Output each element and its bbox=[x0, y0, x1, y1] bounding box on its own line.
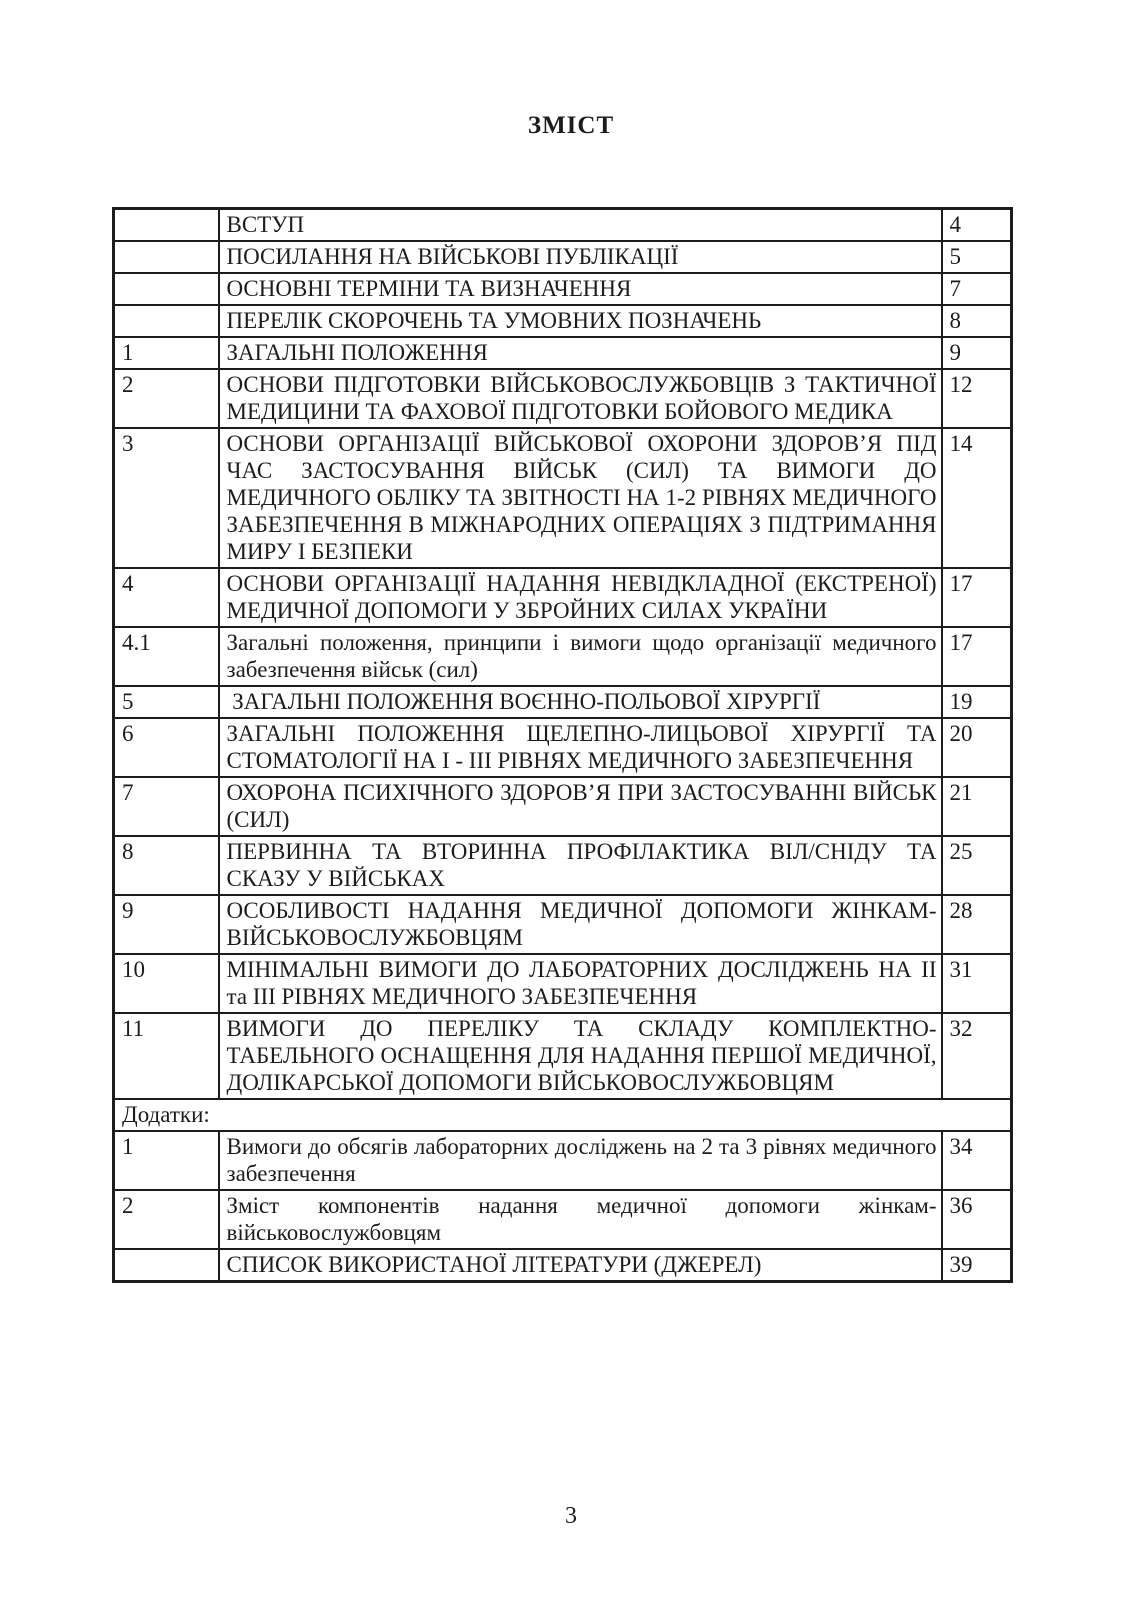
table-row bbox=[114, 241, 1012, 273]
toc-row-number: 8 bbox=[114, 836, 219, 895]
table-row bbox=[114, 1249, 1012, 1282]
toc-row-number bbox=[114, 241, 219, 273]
toc-row-page: 12 bbox=[942, 369, 1012, 428]
toc-row-title: ВИМОГИ ДО ПЕРЕЛІКУ ТА СКЛАДУ КОМПЛЕКТНО-ТАБЕЛЬНОГО ОСНАЩЕННЯ ДЛЯ НАДАННЯ ПЕРШОЇ МЕДИЧНОЇ, ДОЛІКАРСЬКОЇ ДОПОМОГИ ВІЙСЬКОВОСЛУЖБОВЦЯМ bbox=[219, 1013, 942, 1099]
toc-row-title: ПОСИЛАННЯ НА ВІЙСЬКОВІ ПУБЛІКАЦІЇ bbox=[219, 241, 942, 273]
toc-row-title: СПИСОК ВИКОРИСТАНОЇ ЛІТЕРАТУРИ (ДЖЕРЕЛ) bbox=[219, 1249, 942, 1282]
toc-table bbox=[112, 207, 1013, 1283]
toc-row-number bbox=[114, 1249, 219, 1282]
toc-section-label: Додатки: bbox=[114, 1099, 1012, 1131]
table-row bbox=[114, 1131, 1012, 1190]
toc-row-page: 8 bbox=[942, 305, 1012, 337]
table-row bbox=[114, 686, 1012, 718]
table-row bbox=[114, 305, 1012, 337]
toc-row-page: 20 bbox=[942, 718, 1012, 777]
table-row bbox=[114, 568, 1012, 627]
toc-row-page: 14 bbox=[942, 428, 1012, 568]
table-row bbox=[114, 836, 1012, 895]
table-row bbox=[114, 428, 1012, 568]
toc-row-title: ПЕРЕЛІК СКОРОЧЕНЬ ТА УМОВНИХ ПОЗНАЧЕНЬ bbox=[219, 305, 942, 337]
toc-row-title: ОСОБЛИВОСТІ НАДАННЯ МЕДИЧНОЇ ДОПОМОГИ ЖІНКАМ-ВІЙСЬКОВОСЛУЖБОВЦЯМ bbox=[219, 895, 942, 954]
toc-row-number: 7 bbox=[114, 777, 219, 836]
toc-row-number bbox=[114, 209, 219, 242]
toc-row-number: 11 bbox=[114, 1013, 219, 1099]
table-row bbox=[114, 273, 1012, 305]
table-row bbox=[114, 777, 1012, 836]
table-row bbox=[114, 337, 1012, 369]
toc-row-page: 4 bbox=[942, 209, 1012, 242]
toc-row-number bbox=[114, 305, 219, 337]
toc-row-number: 2 bbox=[114, 369, 219, 428]
toc-row-title: Зміст компонентів надання медичної допомоги жінкам-військовослужбовцям bbox=[219, 1190, 942, 1249]
table-row bbox=[114, 895, 1012, 954]
toc-row-number: 1 bbox=[114, 337, 219, 369]
toc-row-title: ЗАГАЛЬНІ ПОЛОЖЕННЯ ЩЕЛЕПНО-ЛИЦЬОВОЇ ХІРУРГІЇ ТА СТОМАТОЛОГІЇ НА І - ІІІ РІВНЯХ МЕДИЧНОГО ЗАБЕЗПЕЧЕННЯ bbox=[219, 718, 942, 777]
toc-row-number: 6 bbox=[114, 718, 219, 777]
toc-row-page: 21 bbox=[942, 777, 1012, 836]
toc-row-page: 17 bbox=[942, 627, 1012, 686]
toc-row-number: 5 bbox=[114, 686, 219, 718]
toc-row-page: 5 bbox=[942, 241, 1012, 273]
toc-row-title: МІНІМАЛЬНІ ВИМОГИ ДО ЛАБОРАТОРНИХ ДОСЛІДЖЕНЬ НА ІІ та ІІІ РІВНЯХ МЕДИЧНОГО ЗАБЕЗПЕЧЕННЯ bbox=[219, 954, 942, 1013]
page-title: ЗМІСТ bbox=[527, 112, 615, 139]
table-row bbox=[114, 718, 1012, 777]
toc-row-number: 10 bbox=[114, 954, 219, 1013]
toc-row-page: 7 bbox=[942, 273, 1012, 305]
toc-row-page: 9 bbox=[942, 337, 1012, 369]
toc-row-title: ОСНОВИ ОРГАНІЗАЦІЇ ВІЙСЬКОВОЇ ОХОРОНИ ЗДОРОВ’Я ПІД ЧАС ЗАСТОСУВАННЯ ВІЙСЬК (СИЛ) ТА ВИМОГИ ДО МЕДИЧНОГО ОБЛІКУ ТА ЗВІТНОСТІ НА 1-2 РІВНЯХ МЕДИЧНОГО ЗАБЕЗПЕЧЕННЯ В МІЖНАРОДНИХ ОПЕРАЦІЯХ З ПІДТРИМАННЯ МИРУ І БЕЗПЕКИ bbox=[219, 428, 942, 568]
toc-row-number: 4 bbox=[114, 568, 219, 627]
toc-row-title: Загальні положення, принципи і вимоги щодо організації медичного забезпечення військ (сил) bbox=[219, 627, 942, 686]
toc-row-title: Вимоги до обсягів лабораторних досліджень на 2 та 3 рівнях медичного забезпечення bbox=[219, 1131, 942, 1190]
toc-row-title: ОСНОВНІ ТЕРМІНИ ТА ВИЗНАЧЕННЯ bbox=[219, 273, 942, 305]
toc-row-page: 19 bbox=[942, 686, 1012, 718]
toc-row-page: 17 bbox=[942, 568, 1012, 627]
toc-row-page: 25 bbox=[942, 836, 1012, 895]
toc-row-page: 28 bbox=[942, 895, 1012, 954]
toc-row-page: 32 bbox=[942, 1013, 1012, 1099]
table-row bbox=[114, 369, 1012, 428]
table-row bbox=[114, 209, 1012, 242]
toc-row-page: 34 bbox=[942, 1131, 1012, 1190]
toc-row-title: ВСТУП bbox=[219, 209, 942, 242]
table-row bbox=[114, 1013, 1012, 1099]
toc-row-page: 31 bbox=[942, 954, 1012, 1013]
page-footer-number: 3 bbox=[565, 1503, 577, 1529]
toc-row-page: 39 bbox=[942, 1249, 1012, 1282]
toc-row-number: 2 bbox=[114, 1190, 219, 1249]
toc-table-body bbox=[114, 209, 1012, 1282]
toc-row-title: ЗАГАЛЬНІ ПОЛОЖЕННЯ ВОЄННО-ПОЛЬОВОЇ ХІРУРГІЇ bbox=[219, 686, 942, 718]
toc-row-number: 1 bbox=[114, 1131, 219, 1190]
toc-row-title: ОСНОВИ ПІДГОТОВКИ ВІЙСЬКОВОСЛУЖБОВЦІВ З ТАКТИЧНОЇ МЕДИЦИНИ ТА ФАХОВОЇ ПІДГОТОВКИ БОЙОВОГО МЕДИКА bbox=[219, 369, 942, 428]
toc-row-number: 3 bbox=[114, 428, 219, 568]
toc-row-page: 36 bbox=[942, 1190, 1012, 1249]
table-row bbox=[114, 954, 1012, 1013]
toc-section-row bbox=[114, 1099, 1012, 1131]
toc-row-title: ПЕРВИННА ТА ВТОРИННА ПРОФІЛАКТИКА ВІЛ/СНІДУ ТА СКАЗУ У ВІЙСЬКАХ bbox=[219, 836, 942, 895]
table-row bbox=[114, 1190, 1012, 1249]
toc-row-number: 4.1 bbox=[114, 627, 219, 686]
toc-row-number: 9 bbox=[114, 895, 219, 954]
table-row bbox=[114, 627, 1012, 686]
toc-row-number bbox=[114, 273, 219, 305]
toc-row-title: ОХОРОНА ПСИХІЧНОГО ЗДОРОВ’Я ПРИ ЗАСТОСУВАННІ ВІЙСЬК (СИЛ) bbox=[219, 777, 942, 836]
toc-row-title: ОСНОВИ ОРГАНІЗАЦІЇ НАДАННЯ НЕВІДКЛАДНОЇ (ЕКСТРЕНОЇ) МЕДИЧНОЇ ДОПОМОГИ У ЗБРОЙНИХ СИЛАХ УКРАЇНИ bbox=[219, 568, 942, 627]
toc-row-title: ЗАГАЛЬНІ ПОЛОЖЕННЯ bbox=[219, 337, 942, 369]
